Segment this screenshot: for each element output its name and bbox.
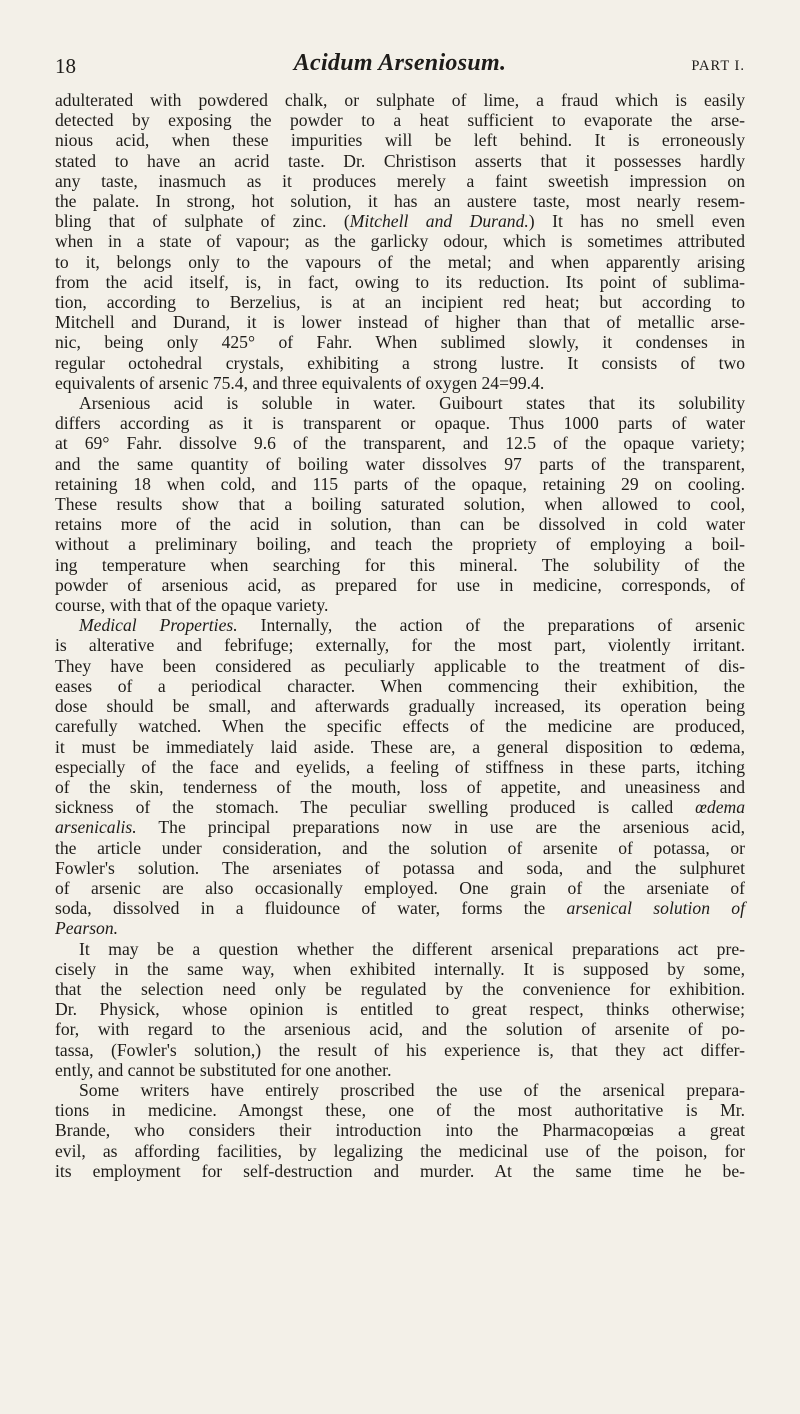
italic-text: arsenicalis. xyxy=(55,817,137,838)
text-segment: without a preliminary boiling, and teach the propriety of employing a boil- xyxy=(55,534,745,555)
text-line xyxy=(55,393,745,413)
text-segment: especially of the face and eyelids, a feeling of stiffness in these parts, itching xyxy=(55,756,745,777)
text-line xyxy=(55,979,745,999)
text-segment: They have been considered as peculiarly applicable to the treatment of dis- xyxy=(55,655,745,676)
text-line xyxy=(55,918,745,938)
text-segment: that the selection need only be regulated by the convenience for exhibition. xyxy=(55,978,745,999)
text-line xyxy=(55,494,745,514)
text-line xyxy=(55,716,745,736)
text-segment: its employment for self-destruction and murder. At the same time he be- xyxy=(55,1160,745,1181)
text-segment: Brande, who considers their introduction into the Pharmacopœias a great xyxy=(55,1120,745,1141)
part-label: PART I. xyxy=(691,58,745,74)
text-segment: Internally, the action of the preparations of arsenic xyxy=(237,615,745,636)
text-line xyxy=(55,353,745,373)
page-number: 18 xyxy=(55,54,76,78)
body-text xyxy=(55,90,745,1181)
text-line xyxy=(55,959,745,979)
text-line xyxy=(55,332,745,352)
text-line xyxy=(55,191,745,211)
text-segment: to it, belongs only to the vapours of the metal; and when apparently arising xyxy=(55,251,745,272)
text-line xyxy=(55,211,745,231)
text-line xyxy=(55,635,745,655)
text-line xyxy=(55,757,745,777)
text-line xyxy=(55,1060,745,1080)
text-segment: ently, and cannot be substituted for one another. xyxy=(55,1059,392,1080)
text-line xyxy=(55,231,745,251)
text-line xyxy=(55,433,745,453)
text-segment: evil, as affording facilities, by legalizing the medicinal use of the poison, for xyxy=(55,1140,745,1161)
text-segment: tassa, (Fowler's solution,) the result of his experience is, that they act differ- xyxy=(55,1039,745,1060)
text-segment: equivalents of arsenic 75.4, and three equivalents of oxygen 24=99.4. xyxy=(55,372,545,393)
text-line xyxy=(55,454,745,474)
text-line xyxy=(55,252,745,272)
text-segment: Fowler's solution. The arseniates of potassa and soda, and the sulphuret xyxy=(55,857,745,878)
italic-text: arsenical solution of xyxy=(566,898,745,919)
text-segment: when in a state of vapour; as the garlicky odour, which is sometimes attributed xyxy=(55,231,745,252)
text-line xyxy=(55,110,745,130)
text-segment: of arsenic are also occasionally employed. One grain of the arseniate of xyxy=(55,877,745,898)
text-segment: ing temperature when searching for this mineral. The solubility of the xyxy=(55,554,745,575)
text-line xyxy=(55,312,745,332)
text-line xyxy=(55,413,745,433)
text-segment: powder of arsenious acid, as prepared for use in medicine, corresponds, of xyxy=(55,574,745,595)
text-line xyxy=(55,171,745,191)
text-segment: tion, according to Berzelius, is at an incipient red heat; but according to xyxy=(55,292,745,313)
text-segment: from the acid itself, is, in fact, owing to its reduction. Its point of sublima- xyxy=(55,271,745,292)
text-line xyxy=(55,1100,745,1120)
text-line xyxy=(55,676,745,696)
text-line xyxy=(55,777,745,797)
text-segment: is alterative and febrifuge; externally, for the most part, violently irritant. xyxy=(55,635,745,656)
text-segment: Dr. Physick, whose opinion is entitled to great respect, thinks otherwise; xyxy=(55,999,745,1020)
text-segment: the palate. In strong, hot solution, it has an austere taste, most nearly resem- xyxy=(55,191,745,212)
text-line xyxy=(55,292,745,312)
text-line xyxy=(55,1141,745,1161)
text-line xyxy=(55,737,745,757)
text-segment: Arsenious acid is soluble in water. Guibourt states that its solubility xyxy=(79,393,745,414)
text-line xyxy=(55,90,745,110)
text-line xyxy=(55,373,745,393)
text-line xyxy=(55,817,745,837)
text-line xyxy=(55,151,745,171)
text-segment: Mitchell and Durand, it is lower instead of higher than that of metallic arse- xyxy=(55,312,745,333)
text-segment: carefully watched. When the specific effects of the medicine are produced, xyxy=(55,716,745,737)
italic-text: Medical Properties. xyxy=(79,615,238,636)
italic-text: œdema xyxy=(695,797,745,818)
text-line xyxy=(55,1120,745,1140)
text-line xyxy=(55,514,745,534)
text-line xyxy=(55,898,745,918)
text-segment: cisely in the same way, when exhibited internally. It is supposed by some, xyxy=(55,958,745,979)
text-line xyxy=(55,838,745,858)
italic-text: Pearson. xyxy=(55,918,119,939)
text-segment: dose should be small, and afterwards gradually increased, its operation being xyxy=(55,696,745,717)
text-line xyxy=(55,1019,745,1039)
text-line xyxy=(55,1161,745,1181)
text-line xyxy=(55,878,745,898)
text-segment: course, with that of the opaque variety. xyxy=(55,595,329,616)
text-line xyxy=(55,615,745,635)
text-segment: of the skin, tenderness of the mouth, loss of appetite, and uneasiness and xyxy=(55,776,745,797)
text-line xyxy=(55,555,745,575)
text-segment: soda, dissolved in a fluidounce of water, forms the xyxy=(55,898,567,919)
text-segment: the article under consideration, and the solution of arsenite of potassa, or xyxy=(55,837,745,858)
text-segment: It may be a question whether the different arsenical preparations act pre- xyxy=(79,938,745,959)
text-segment: any taste, inasmuch as it produces merely a faint sweetish impression on xyxy=(55,170,745,191)
italic-text: Mitchell and Durand. xyxy=(349,211,529,232)
text-segment: it must be immediately laid aside. These are, a general disposition to œdema, xyxy=(55,736,745,757)
text-segment: ) It has no smell even xyxy=(528,211,745,232)
running-header xyxy=(55,46,745,82)
text-segment: These results show that a boiling saturated solution, when allowed to cool, xyxy=(55,494,745,515)
text-line xyxy=(55,130,745,150)
text-segment: stated to have an acrid taste. Dr. Christison asserts that it possesses hardly xyxy=(55,150,745,171)
text-segment: tions in medicine. Amongst these, one of the most authoritative is Mr. xyxy=(55,1100,745,1121)
text-line xyxy=(55,939,745,959)
text-line xyxy=(55,858,745,878)
text-segment: Some writers have entirely proscribed the use of the arsenical prepara- xyxy=(79,1079,745,1100)
text-line xyxy=(55,656,745,676)
running-title: Acidum Arseniosum. xyxy=(293,50,507,76)
text-segment: and the same quantity of boiling water dissolves 97 parts of the transparent, xyxy=(55,453,745,474)
text-segment: eases of a periodical character. When commencing their exhibition, the xyxy=(55,675,745,696)
text-line xyxy=(55,696,745,716)
text-line xyxy=(55,474,745,494)
text-line xyxy=(55,999,745,1019)
text-segment: at 69° Fahr. dissolve 9.6 of the transparent, and 12.5 of the opaque variety; xyxy=(55,433,745,454)
text-segment: retaining 18 when cold, and 115 parts of the opaque, retaining 29 on cooling. xyxy=(55,473,745,494)
text-segment: detected by exposing the powder to a heat sufficient to evaporate the arse- xyxy=(55,110,745,131)
text-line xyxy=(55,534,745,554)
text-line xyxy=(55,595,745,615)
text-line xyxy=(55,272,745,292)
text-segment: for, with regard to the arsenious acid, and the solution of arsenite of po- xyxy=(55,1019,745,1040)
text-segment: adulterated with powdered chalk, or sulphate of lime, a fraud which is easily xyxy=(55,90,745,110)
text-segment: differs according as it is transparent or opaque. Thus 1000 parts of water xyxy=(55,413,745,434)
text-line xyxy=(55,1080,745,1100)
text-segment: The principal preparations now in use are the arsenious acid, xyxy=(136,817,745,838)
text-segment: sickness of the stomach. The peculiar swelling produced is called xyxy=(55,797,696,818)
text-segment: nic, being only 425° of Fahr. When sublimed slowly, it condenses in xyxy=(55,332,745,353)
text-segment: nious acid, when these impurities will be left behind. It is erroneously xyxy=(55,130,745,151)
text-line xyxy=(55,1040,745,1060)
text-line xyxy=(55,575,745,595)
text-line xyxy=(55,797,745,817)
text-segment: retains more of the acid in solution, than can be dissolved in cold water xyxy=(55,514,745,535)
text-segment: regular octohedral crystals, exhibiting a strong lustre. It consists of two xyxy=(55,352,745,373)
text-segment: bling that of sulphate of zinc. ( xyxy=(55,211,350,232)
